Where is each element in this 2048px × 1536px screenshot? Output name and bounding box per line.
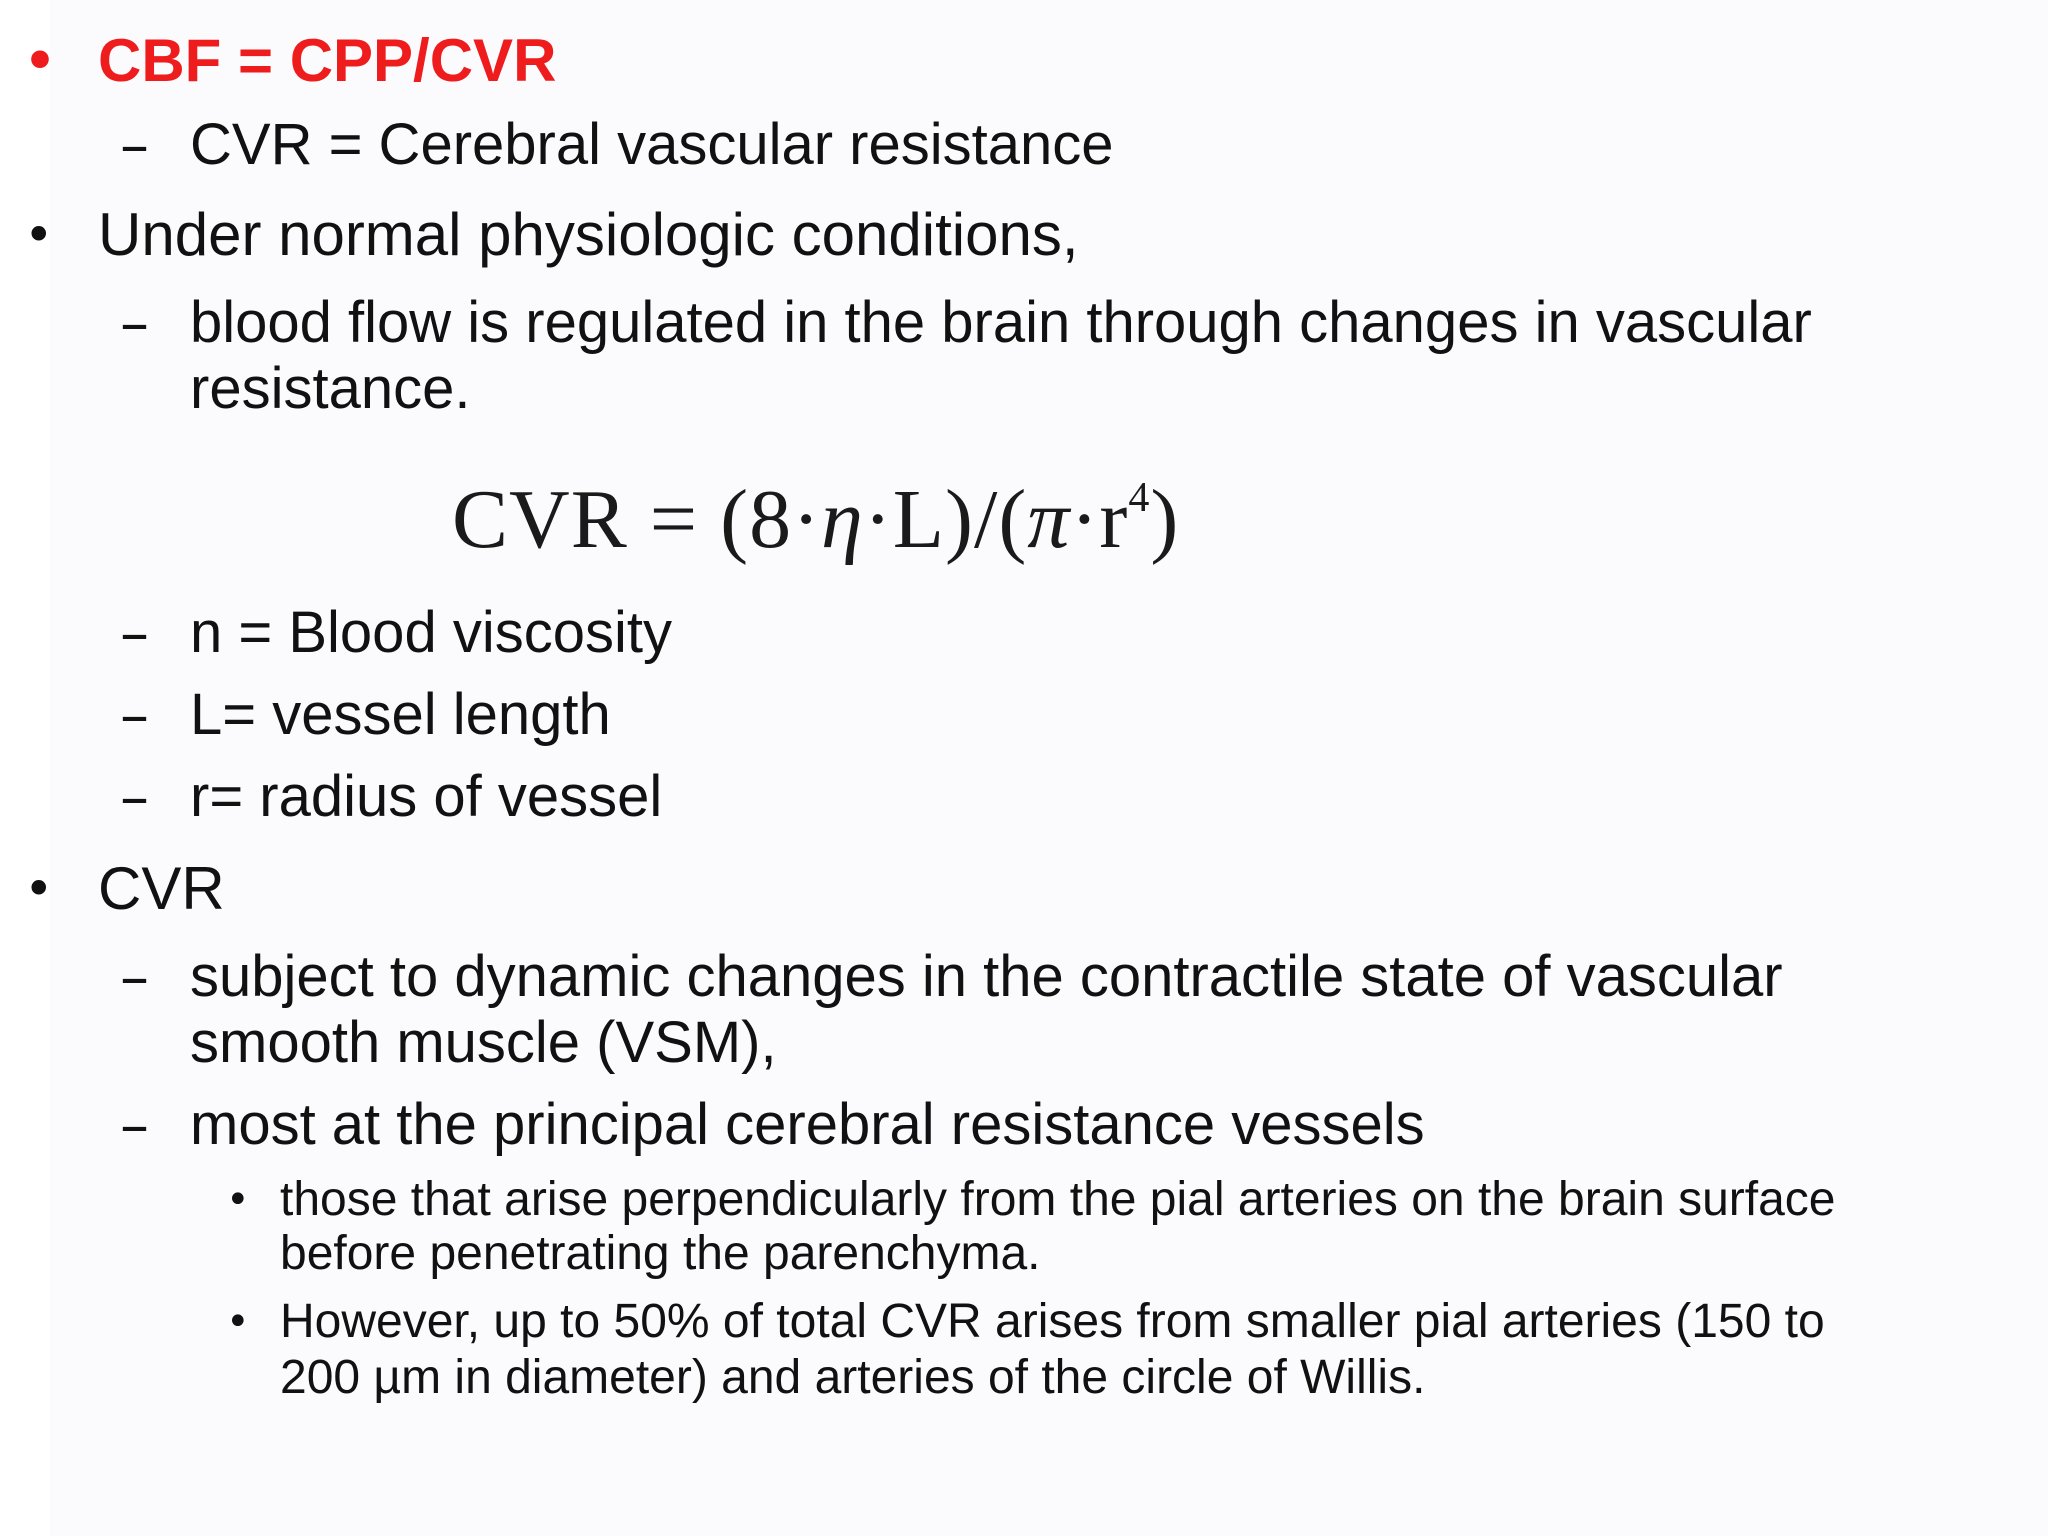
formula-equals: =: [649, 473, 699, 566]
cvr-formula: [452, 470, 1179, 570]
formula-radius: ·r: [1070, 473, 1129, 566]
formula-numerator-end: ·L)/(: [863, 473, 1028, 566]
sub-vessel-radius: r= radius of vessel: [190, 764, 663, 829]
dash-marker: –: [120, 289, 149, 357]
dash-marker: –: [120, 943, 149, 1011]
sub-dynamic-changes-line2: smooth muscle (VSM),: [190, 1010, 777, 1075]
bullet-cbf-formula: CBF = CPP/CVR: [98, 27, 557, 94]
bullet-marker: •: [24, 206, 54, 264]
formula-lhs: CVR: [452, 473, 628, 566]
formula-pi: π: [1027, 473, 1071, 566]
subsub-perpendicular-line2: before penetrating the parenchyma.: [280, 1227, 1041, 1280]
sub-blood-flow-line2: resistance.: [190, 356, 471, 421]
sub-resistance-vessels: most at the principal cerebral resistance vessels: [190, 1092, 1425, 1157]
dash-marker: –: [120, 111, 149, 179]
sub-vessel-length: L= vessel length: [190, 682, 611, 747]
subsub-perpendicular-line1: those that arise perpendicularly from the pial arteries on the brain surface: [280, 1173, 1836, 1226]
sub-cvr-definition: CVR = Cerebral vascular resistance: [190, 112, 1114, 177]
sub-blood-flow-line1: blood flow is regulated in the brain through changes in vascular: [190, 290, 1812, 355]
bullet-marker: •: [24, 860, 54, 918]
subsub-pial-arteries-line2: 200 µm in diameter) and arteries of the circle of Willis.: [280, 1351, 1426, 1404]
formula-exponent: 4: [1128, 475, 1151, 521]
formula-eta: η: [821, 473, 864, 566]
sub-bullet-marker: •: [226, 1177, 250, 1223]
dash-marker: –: [120, 681, 149, 749]
subsub-pial-arteries-line1: However, up to 50% of total CVR arises from smaller pial arteries (150 to: [280, 1295, 1825, 1348]
bullet-marker: •: [24, 32, 56, 90]
bullet-cvr: CVR: [98, 855, 225, 922]
sub-dynamic-changes-line1: subject to dynamic changes in the contractile state of vascular: [190, 944, 1783, 1009]
formula-numerator-open: (8·: [720, 473, 822, 566]
sub-bullet-marker: •: [226, 1299, 250, 1345]
dash-marker: –: [120, 599, 149, 667]
bullet-normal-conditions: Under normal physiologic conditions,: [98, 201, 1079, 268]
sub-viscosity: n = Blood viscosity: [190, 600, 672, 665]
formula-close: ): [1150, 473, 1180, 566]
dash-marker: –: [120, 763, 149, 831]
dash-marker: –: [120, 1091, 149, 1159]
